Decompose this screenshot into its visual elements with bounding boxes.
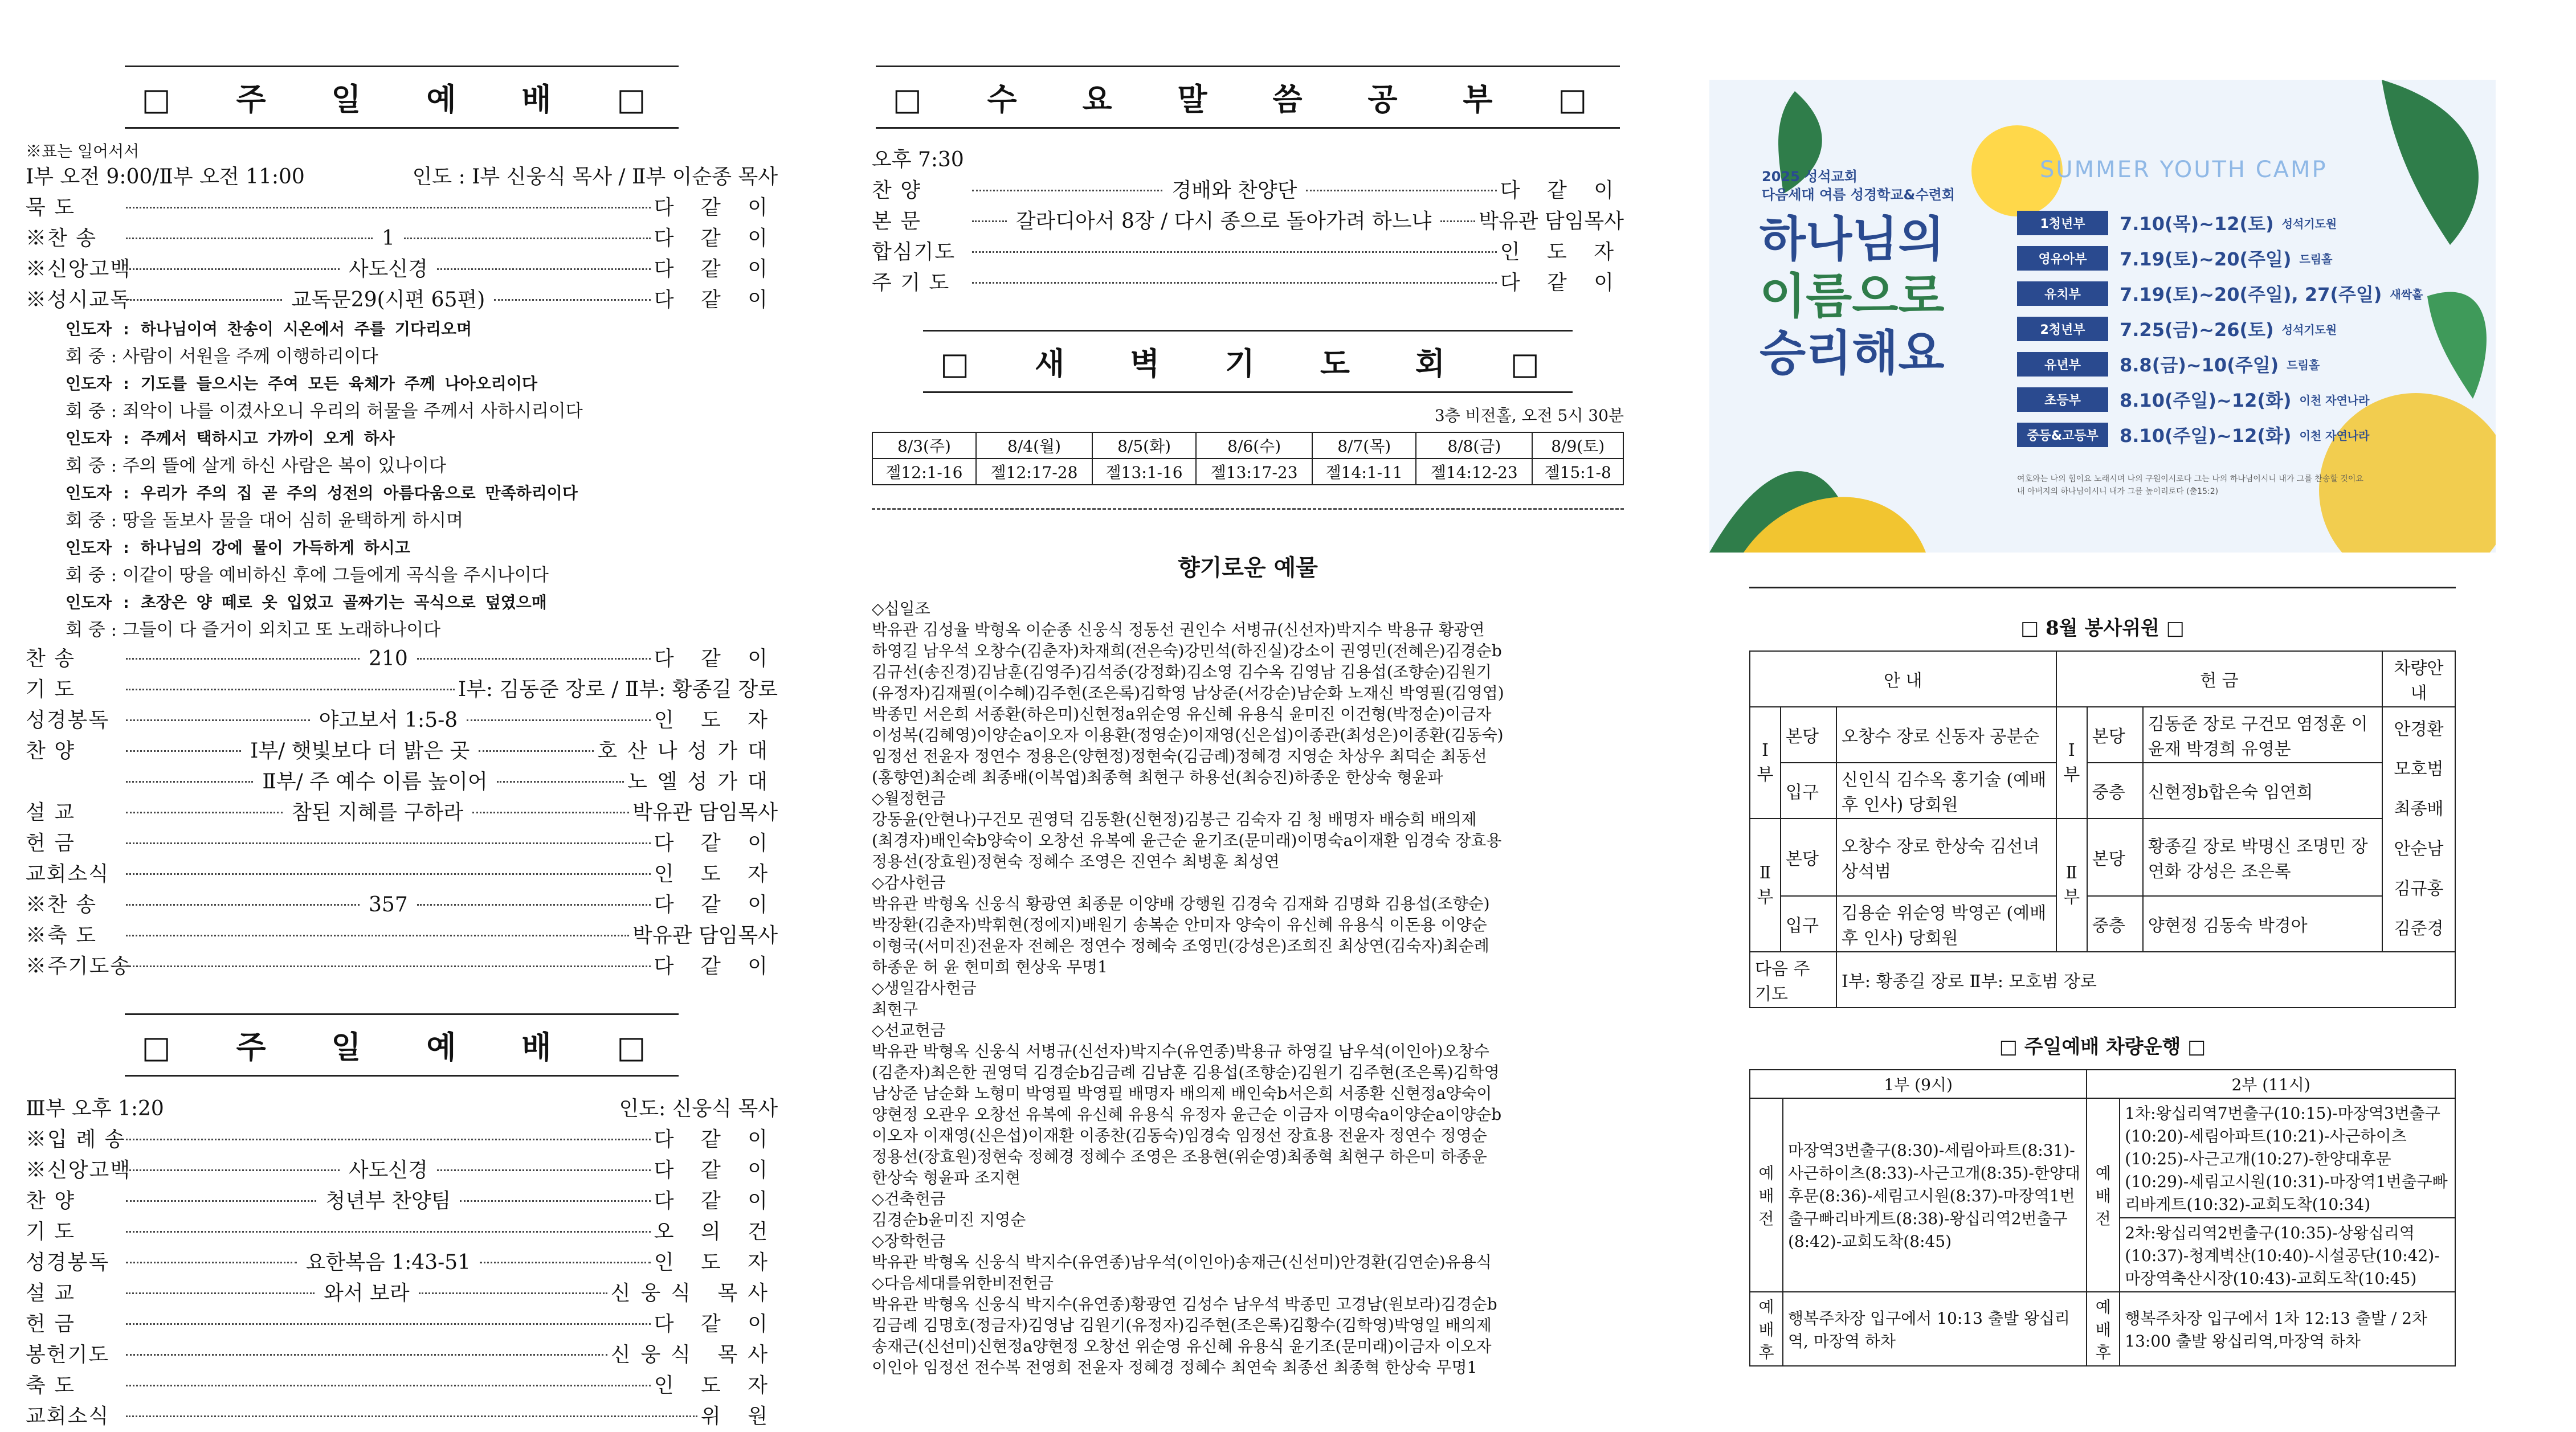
camp-row: [2017, 382, 2427, 417]
order-item: [26, 193, 778, 223]
order-item: [26, 223, 778, 254]
standing-note: ※표는 일어서서: [26, 142, 140, 161]
order-person: 다 같 이: [654, 1159, 778, 1182]
camp-place: 이천 자연나라: [2299, 393, 2370, 407]
responsive-line: 인도자 : 기도를 들으시는 주여 모든 육체가 주께 나아오리이다: [66, 374, 537, 393]
car-before-1: 예배전: [1750, 1098, 1783, 1292]
camp-english: SUMMER YOUTH CAMP: [2040, 157, 2328, 183]
order-content: Ⅱ부/ 주 예수 이름 높이어: [262, 770, 488, 793]
left-column: [26, 0, 778, 1432]
offering-category: ◇십일조: [872, 599, 930, 618]
order-label: ※입 례 송: [26, 1128, 126, 1151]
order-item: [26, 1124, 778, 1155]
driver-name: 김규홍: [2394, 879, 2444, 899]
offering-names: 양현정 오관우 오창선 유복예 유신혜 유용식 유정자 윤근순 이금자 이명숙a이양순a이양순b: [872, 1105, 1502, 1124]
dawn-table: [872, 432, 1624, 485]
order-label: 축 도: [26, 1374, 75, 1397]
part1-label: Ⅰ부: [1750, 707, 1781, 819]
camp-date: 7.19(토)~20(주일), 27(주일): [2120, 284, 2382, 305]
p1-ipgu: 신인식 김수옥 홍기술 (예배 후 인사) 당회원: [1836, 763, 2056, 819]
responsive-line: 회 중 : 이같이 땅을 예비하신 후에 그들에게 곡식을 주시나이다: [66, 565, 549, 586]
responsive-line: 회 중 : 주의 뜰에 살게 하신 사람은 복이 있나이다: [66, 456, 447, 476]
offering-names: 박유관 박형옥 신웅식 서병규(신선자)박지수(유연종)박용규 하영길 남우석(이인아)오창수: [872, 1042, 1489, 1061]
order-person: 다 같 이: [654, 1312, 778, 1336]
order-person: 신웅식 목사: [610, 1282, 778, 1305]
camp-row: [2017, 346, 2427, 382]
offering-names: 한상숙 형윤파 조지현: [872, 1168, 1021, 1187]
offering-names: 박유관 박형옥 신웅식 박지수(유연종)남우석(이인아)송재근(신선미)안경환(김연순)유용식: [872, 1253, 1492, 1271]
responsive-line: 회 중 : 사람이 서원을 주께 이행하리이다: [66, 346, 378, 367]
order-label: 찬 양: [872, 179, 921, 202]
order-label: ※축 도: [26, 924, 97, 947]
order-label: 본 문: [872, 210, 921, 233]
offering-names: (최경자)배인숙b양숙이 오창선 유복예 윤근순 윤기조(문미래)이명숙a이재환 임경숙 장효용: [872, 831, 1502, 850]
order-item: [26, 1340, 778, 1370]
label-ipgu-2: 입구: [1781, 896, 1836, 952]
evening-order-list: [26, 1124, 778, 1432]
next-prayer-value: Ⅰ부: 황종길 장로 Ⅱ부: 모호범 장로: [1836, 952, 2455, 1008]
order-person: 노엘성가대: [627, 770, 778, 793]
order-content: Ⅰ부/ 햇빛보다 더 밝은 곳: [250, 739, 470, 763]
dawn-date: 8/8(금): [1416, 432, 1532, 459]
responsive-line: 인도자 : 초장은 양 떼로 옷 입었고 골짜기는 곡식으로 덮였으매: [66, 593, 547, 612]
offering-category: ◇다음세대를위한비전헌금: [872, 1274, 1054, 1292]
offering-category: ◇감사헌금: [872, 873, 946, 892]
camp-verse: 여호와는 나의 힘이요 노래시며 나의 구원이시로다 그는 나의 하나님이시니 내가 그를 찬송할 것이요 내 아버지의 하나님이시니 내가 그를 높이리로다 (출15:2): [2017, 474, 2363, 496]
order-person: 인 도 자: [654, 862, 778, 886]
order-item: [26, 1217, 778, 1247]
order-item: [26, 1247, 778, 1278]
car-table: [1749, 1069, 2456, 1366]
camp-date: 7.19(토)~20(주일): [2120, 248, 2292, 270]
car-h1: 1부 (9시): [1750, 1070, 2087, 1098]
offering-category: ◇건축헌금: [872, 1189, 946, 1208]
order-person: 다 같 이: [654, 832, 778, 855]
order-item: [26, 705, 778, 736]
order-item: [26, 1155, 778, 1186]
camp-dept-badge: 2청년부: [2017, 317, 2108, 341]
order-person: 인 도 자: [654, 1251, 778, 1274]
car-after-1: 예배후: [1750, 1292, 1783, 1366]
dawn-text: 젤12:17-28: [976, 459, 1092, 485]
order-label: 성경봉독: [26, 1251, 110, 1274]
staff-h-offering: 헌 금: [2056, 651, 2382, 707]
offering-names: 이오자 이재영(신은섭)이재환 이종찬(김동숙)임경숙 임정선 장효용 전윤자 정연수 정영순: [872, 1126, 1487, 1145]
camp-row: [2017, 205, 2427, 240]
wednesday-time: 오후 7:30: [872, 148, 964, 171]
order-person: 다 같 이: [1500, 271, 1624, 294]
order-item: [26, 890, 778, 920]
order-person: Ⅰ부: 김동준 장로 / Ⅱ부: 황종길 장로: [458, 678, 778, 701]
car-after-route-1: 행복주차장 입구에서 10:13 출발 왕십리역, 마장역 하차: [1783, 1292, 2087, 1366]
offering-category: ◇생일감사헌금: [872, 979, 977, 997]
camp-place: 새싹홀: [2390, 287, 2423, 301]
dawn-text: 젤14:12-23: [1416, 459, 1532, 485]
order-content: 청년부 찬양팀: [325, 1189, 451, 1213]
dawn-date: 8/9(토): [1532, 432, 1623, 459]
p1-bondang: 오창수 장로 신동자 공분순: [1836, 707, 2056, 763]
dawn-text: 젤12:1-16: [872, 459, 976, 485]
dawn-date: 8/6(수): [1196, 432, 1312, 459]
sunday-service-title: □ 주 일 예 배 □: [125, 66, 679, 129]
camp-dept-badge: 영유아부: [2017, 246, 2108, 271]
offering-names: 박유관 박형옥 신웅식 황광연 최종문 이양배 강행원 김경숙 김재화 김명화 김용섭(조향순): [872, 894, 1490, 913]
dawn-title: □ 새 벽 기 도 회 □: [923, 330, 1573, 393]
car-h2: 2부 (11시): [2087, 1070, 2455, 1098]
order-item: [26, 859, 778, 890]
camp-row: [2017, 311, 2427, 346]
order-person: 호산나성가대: [597, 739, 778, 763]
camp-dept-badge: 유년부: [2017, 352, 2108, 377]
label-bondang-b: 본당: [2087, 707, 2143, 763]
order-item: [26, 920, 778, 951]
order-content: 210: [369, 647, 408, 670]
car-title: □ 주일예배 차량운행 □: [1999, 1036, 2206, 1058]
service-leader: 인도 : Ⅰ부 신웅식 목사 / Ⅱ부 이순종 목사: [412, 165, 778, 189]
order-person: 다 같 이: [654, 227, 778, 250]
order-label: ※찬 송: [26, 227, 97, 250]
label-bondang-2b: 본당: [2087, 819, 2143, 896]
slogan-line-1: 하나님의: [1759, 211, 1945, 267]
evening-time: Ⅲ부 오후 1:20: [26, 1097, 164, 1120]
camp-banner: [1709, 80, 2496, 553]
order-person: 다 같 이: [654, 1189, 778, 1213]
camp-date: 7.25(금)~26(토): [2120, 319, 2274, 341]
responsive-line: 인도자 : 하나님의 강에 물이 가득하게 하시고: [66, 538, 410, 557]
offering-names: 송재근(신선미)신현정a양현정 오창선 위순영 유신혜 유용식 윤기조(문미래)이금자 이오자: [872, 1337, 1492, 1356]
order-list-2: [26, 644, 778, 982]
evening-leader: 인도: 신웅식 목사: [619, 1097, 778, 1120]
offering-names: 박유관 박형옥 신웅식 박지수(유연종)황광연 김성수 남우석 박종민 고경남(원보라)김경순b: [872, 1295, 1497, 1314]
car-route-1: 마장역3번출구(8:30)-세림아파트(8:31)-사근하이츠(8:33)-사근고개(8:35)-한양대후문(8:36)-세림고시원(8:37)-마장역1번출구빠리바게트(8:38)-왕십리역2번출구(8:42)-교회도착(8:45): [1783, 1098, 2087, 1292]
order-person: 다 같 이: [1500, 179, 1624, 202]
dawn-date: 8/3(주): [872, 432, 976, 459]
driver-name: 안순남: [2394, 839, 2444, 859]
order-label: 묵 도: [26, 196, 75, 219]
car-before-2: 예배전: [2087, 1098, 2120, 1292]
responsive-line: 회 중 : 죄악이 나를 이겼사오니 우리의 허물을 주께서 사하시리이다: [66, 401, 583, 422]
offering-names: 남상준 남순화 노형미 박영필 박영필 배명자 배의제 배인숙b서은희 서종환 신현정a양숙이: [872, 1084, 1492, 1103]
offering-names: 박장환(김춘자)박휘현(정에지)배원기 송복순 안미자 양숙이 유신혜 유용식 이돈용 이양순: [872, 915, 1487, 934]
camp-date: 7.10(목)~12(토): [2120, 213, 2274, 235]
order-item: [26, 674, 778, 705]
order-item: [26, 1278, 778, 1309]
camp-date: 8.8(금)~10(주일): [2120, 354, 2279, 376]
driver-name: 김준경: [2394, 919, 2444, 939]
offering-category: ◇선교헌금: [872, 1021, 946, 1040]
label-bondang-2: 본당: [1781, 819, 1836, 896]
order-person: 오 의 건: [654, 1220, 778, 1243]
offering-names: 이성복(김혜영)이양순a이오자 이용환(정영순)이재영(신은섭)이종관(최성은)이종환(김동숙): [872, 726, 1504, 744]
offering-names: 하종운 허 윤 현미희 현상욱 무명1: [872, 958, 1108, 976]
responsive-line: 회 중 : 그들이 다 즐거이 외치고 또 노래하나이다: [66, 620, 441, 640]
label-ipgu: 입구: [1781, 763, 1836, 819]
order-person: 박유관 담임목사: [632, 924, 778, 947]
order-item: [26, 1401, 778, 1432]
offering-names: 김경순b윤미진 지영순: [872, 1210, 1026, 1229]
camp-place: 드림홀: [2287, 358, 2320, 372]
offering-names: 하영길 남우석 오창수(김춘자)차재희(전은숙)강민석(하진실)강소이 권영민(전혜은)김경순b: [872, 641, 1502, 660]
part2-label-b: Ⅱ부: [2056, 819, 2087, 952]
p2-h-bondang: 황종길 장로 박명신 조명민 장연화 강성은 조은록: [2143, 819, 2382, 896]
offering-names: (유정자)김재필(이수혜)김주현(조은록)김학영 남상준(서강순)남순화 노재신 박영필(김영엽): [872, 684, 1504, 702]
order-label: ※신앙고백: [26, 1159, 132, 1182]
offering-list: [872, 598, 1624, 1378]
order-item: [872, 175, 1624, 206]
wednesday-order: [872, 175, 1624, 298]
order-content: 갈라디아서 8장 / 다시 종으로 돌아가려 하느냐: [1015, 210, 1432, 233]
order-label: 봉헌기도: [26, 1343, 110, 1366]
camp-row: [2017, 240, 2427, 276]
offering-names: 정용선(장효원)정현숙 정혜경 정혜수 조영은 조용현(위순영)최종혁 최현구 하은미 하종운: [872, 1147, 1487, 1166]
order-person: 인 도 자: [654, 1374, 778, 1397]
order-label: ※주기도송: [26, 955, 132, 978]
order-item: [26, 951, 778, 982]
service-time: Ⅰ부 오전 9:00/Ⅱ부 오전 11:00: [26, 165, 305, 189]
order-person: 신웅식 목사: [610, 1343, 778, 1366]
order-item: [26, 1186, 778, 1217]
order-content: 와서 보라: [324, 1282, 410, 1305]
order-label: 기 도: [26, 1220, 75, 1243]
offering-names: (홍향연)최순례 최종배(이복엽)최종혁 최현구 하용선(최승진)하종운 한상숙 형윤파: [872, 768, 1443, 787]
order-content: 야고보서 1:5-8: [319, 709, 458, 732]
order-content: 경배와 찬양단: [1171, 179, 1297, 202]
camp-dept-badge: 1청년부: [2017, 211, 2108, 235]
order-person: 다 같 이: [654, 196, 778, 219]
car-after-route-2: 행복주차장 입구에서 1차 12:13 출발 / 2차 13:00 출발 왕십리역,마장역 하차: [2120, 1292, 2455, 1366]
p1-h-jung: 신현정b합은숙 임연희: [2143, 763, 2382, 819]
order-person: 박유관 담임목사: [1479, 210, 1624, 233]
p2-bondang: 오창수 장로 한상숙 김선녀 상석범: [1836, 819, 2056, 896]
order-person: 박유관 담임목사: [632, 801, 778, 824]
order-item: [26, 767, 778, 797]
order-item: [26, 254, 778, 285]
order-item: [26, 797, 778, 828]
order-item: [26, 736, 778, 767]
order-label: 합심기도: [872, 240, 956, 264]
order-content: 357: [369, 893, 408, 917]
sunday-evening-title: □ 주 일 예 배 □: [125, 1013, 679, 1077]
responsive-line: 인도자 : 하나님이여 찬송이 시온에서 주를 기다리오며: [66, 320, 472, 338]
staff-table: [1749, 650, 2456, 1008]
camp-subtitle: 다음세대 여름 성경학교&수련회: [1762, 187, 1956, 203]
order-item: [872, 268, 1624, 298]
offering-names: 이인아 임정선 전수복 전영희 전윤자 정혜경 정혜수 최연숙 최종선 최종혁 한상숙 무명1: [872, 1358, 1477, 1377]
order-label: 설 교: [26, 801, 75, 824]
camp-date: 8.10(주일)~12(화): [2120, 425, 2292, 447]
wednesday-title: □ 수 요 말 씀 공 부 □: [876, 66, 1620, 129]
offering-names: 정용선(장효원)정현숙 정혜수 조영은 진연수 최병훈 최성연: [872, 852, 1280, 871]
dawn-date: 8/4(월): [976, 432, 1092, 459]
order-person: 인 도 자: [654, 709, 778, 732]
p2-h-jung: 양현정 김동숙 박경아: [2143, 896, 2382, 952]
label-jungchung-2: 중층: [2087, 896, 2143, 952]
camp-row: [2017, 417, 2427, 452]
order-label: 헌 금: [26, 1312, 75, 1336]
responsive-line: 인도자 : 우리가 주의 집 곧 주의 성전의 아름다움으로 만족하리이다: [66, 484, 578, 502]
p1-h-bondang: 김동준 장로 구건모 염정훈 이윤재 박경희 유영분: [2143, 707, 2382, 763]
order-item: [26, 1370, 778, 1401]
dawn-text: 젤13:1-16: [1092, 459, 1196, 485]
camp-date: 8.10(주일)~12(화): [2120, 390, 2292, 411]
order-person: 다 같 이: [654, 257, 778, 281]
order-label: 주 기 도: [872, 271, 950, 294]
order-item: [26, 1309, 778, 1340]
order-label: ※찬 송: [26, 893, 97, 917]
order-label: 기 도: [26, 678, 75, 701]
order-person: 다 같 이: [654, 955, 778, 978]
p2-ipgu: 김용순 위순영 박영곤 (예배 후 인사) 당회원: [1836, 896, 2056, 952]
responsive-line: 인도자 : 주께서 택하시고 가까이 오게 하사: [66, 429, 395, 448]
camp-dept-badge: 초등부: [2017, 387, 2108, 412]
staff-h-guide: 안 내: [1750, 651, 2056, 707]
slogan-line-2: 이름으로: [1759, 268, 1945, 324]
camp-place: 성석기도원: [2281, 322, 2337, 337]
part2-label: Ⅱ부: [1750, 819, 1781, 952]
staff-title: □ 8월 봉사위원 □: [2020, 617, 2185, 640]
dawn-text: 젤14:1-11: [1312, 459, 1416, 485]
camp-row: [2017, 276, 2427, 311]
dawn-place: 3층 비전홀, 오전 5시 30분: [1434, 406, 1624, 425]
car-after-2: 예배후: [2087, 1292, 2120, 1366]
offering-names: (김춘자)최은한 권영덕 김경순b김금례 김남훈 김용섭(조향순)김원기 김주현(조은록)김학영: [872, 1063, 1500, 1082]
order-content: 참된 지혜를 구하라: [292, 801, 464, 824]
dawn-text: 젤15:1-8: [1532, 459, 1623, 485]
offering-title: 향기로운 예물: [1178, 554, 1318, 581]
offering-names: 박유관 김성율 박형옥 이순종 신웅식 정동선 권인수 서병규(신선자)박지수 박용규 황광연: [872, 620, 1485, 639]
label-bondang: 본당: [1781, 707, 1836, 763]
order-person: 인 도 자: [1500, 240, 1624, 264]
slogan-line-3: 승리해요: [1759, 325, 1945, 381]
offering-names: 최현구: [872, 1000, 918, 1018]
offering-names: 박종민 서은희 서종환(하은미)신현정a위순영 유신혜 유용식 윤미진 이건형(박정순)이금자: [872, 705, 1492, 723]
order-label: 교회소식: [26, 1405, 110, 1428]
order-list: [26, 193, 778, 316]
responsive-line: 회 중 : 땅을 돌보사 물을 대어 심히 윤택하게 하시며: [66, 510, 464, 531]
responsive-reading: [26, 316, 778, 644]
order-content: 사도신경: [348, 1159, 428, 1182]
order-person: 위 원: [701, 1405, 778, 1428]
order-label: 헌 금: [26, 832, 75, 855]
car-route-2a: 1차:왕십리역7번출구(10:15)-마장역3번출구(10:20)-세림아파트(10:21)-사근하이츠(10:25)-사근고개(10:27)-한양대후문(10:29)-세림고시원(10:31)-마장역1번출구빠리바게트(10:32)-교회도착(10:34): [2120, 1098, 2455, 1218]
camp-dept-badge: 중등&고등부: [2017, 423, 2108, 447]
offering-names: 김금례 김명호(정금자)김영남 김원기(유정자)김주현(조은록)김황수(김학영)박영일 배의제: [872, 1316, 1492, 1335]
staff-h-driver: 차량안내: [2382, 651, 2455, 707]
order-label: 찬 송: [26, 647, 75, 670]
camp-place: 성석기도원: [2281, 216, 2337, 231]
order-label: 찬 양: [26, 739, 75, 763]
drivers-list: [2382, 707, 2455, 952]
order-label: ※신앙고백: [26, 257, 132, 281]
order-label: 찬 양: [26, 1189, 75, 1213]
offering-names: 강동윤(안현나)구건모 권영덕 김동환(신현정)김봉근 김숙자 김 청 배명자 배승희 배의제: [872, 810, 1477, 829]
order-label: 성경봉독: [26, 709, 110, 732]
offering-names: 이형국(서미진)전윤자 전혜은 정연수 정혜숙 조영민(강성은)조희진 최상연(김숙자)최순례: [872, 936, 1489, 955]
driver-name: 모호범: [2394, 759, 2444, 779]
part1-label-b: Ⅰ부: [2056, 707, 2087, 819]
offering-category: ◇월정헌금: [872, 789, 946, 808]
offering-category: ◇장학헌금: [872, 1231, 946, 1250]
dawn-date: 8/5(화): [1092, 432, 1196, 459]
dawn-text: 젤13:17-23: [1196, 459, 1312, 485]
order-content: 1: [381, 227, 395, 250]
driver-name: 최종배: [2394, 799, 2444, 819]
camp-dept-badge: 유치부: [2017, 281, 2108, 306]
car-route-2b: 2차:왕십리역2번출구(10:35)-상왕십리역(10:37)-청계벽산(10:40)-시설공단(10:42)-마장역축산시장(10:43)-교회도착(10:45): [2120, 1218, 2455, 1292]
camp-church: 2025 성석교회: [1762, 169, 1858, 185]
next-prayer-label: 다음 주 기도: [1750, 952, 1836, 1008]
dawn-date: 8/7(목): [1312, 432, 1416, 459]
order-person: 다 같 이: [654, 1128, 778, 1151]
order-label: 설 교: [26, 1282, 75, 1305]
order-item: [872, 237, 1624, 268]
offering-names: 김규선(송진경)김남훈(김영주)김석중(강정화)김소영 김수옥 김영남 김용섭(조향순)김원기: [872, 662, 1492, 681]
order-item: [26, 285, 778, 316]
driver-name: 안경환: [2394, 719, 2444, 739]
order-label: 교회소식: [26, 862, 110, 886]
order-item: [26, 828, 778, 859]
order-person: 다 같 이: [654, 288, 778, 312]
order-person: 다 같 이: [654, 647, 778, 670]
camp-schedule: [2017, 205, 2427, 452]
order-content: 교독문29(시편 65편): [291, 288, 485, 312]
order-content: 사도신경: [348, 257, 428, 281]
order-item: [26, 644, 778, 674]
label-jungchung: 중층: [2087, 763, 2143, 819]
order-item: [872, 206, 1624, 237]
order-label: ※성시교독: [26, 288, 132, 312]
camp-place: 이천 자연나라: [2299, 428, 2370, 443]
order-person: 다 같 이: [654, 893, 778, 917]
offering-names: 임정선 전윤자 정연수 정용은(양현정)정현숙(김금례)정혜경 지영순 차상우 최덕순 최동선: [872, 747, 1487, 766]
camp-place: 드림홀: [2299, 252, 2333, 266]
order-content: 요한복음 1:43-51: [305, 1251, 471, 1274]
middle-column: [872, 0, 1624, 1378]
